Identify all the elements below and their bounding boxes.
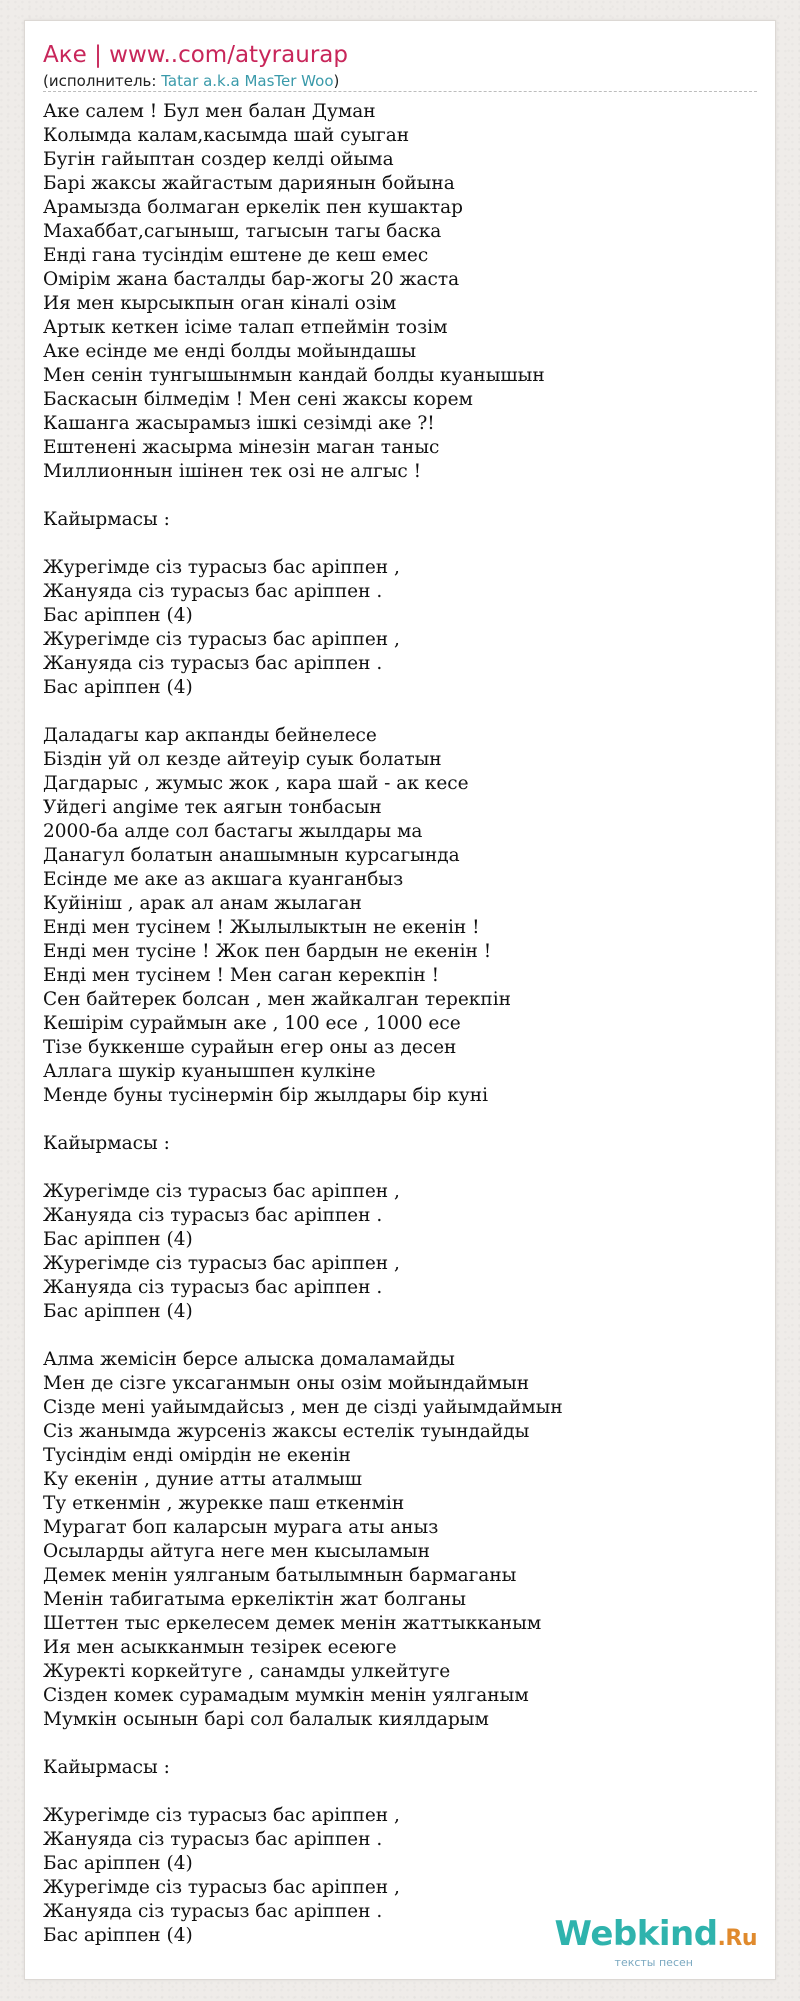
lyrics-line: Шеттен тыс еркелесем демек менін жаттыкканым bbox=[43, 1613, 542, 1634]
lyrics-line: Арамызда болмаган еркелік пен кушактар bbox=[43, 197, 464, 218]
lyrics-blank-line bbox=[43, 1732, 743, 1756]
lyrics-line: Уйдегі angіме тек аягын тонбасын bbox=[43, 797, 382, 818]
lyrics-line: Менін табигатыма еркеліктін жат болганы bbox=[43, 1589, 466, 1610]
lyrics-line: Алма жемісін берсе алыска домаламайды bbox=[43, 1349, 455, 1370]
lyrics-line: Бас аріппен (4) bbox=[43, 605, 193, 626]
lyrics-blank-line bbox=[43, 1324, 743, 1348]
lyrics-line: Бас аріппен (4) bbox=[43, 1925, 193, 1946]
lyrics-line: Енді гана тусіндім ештене де кеш емес bbox=[43, 245, 429, 266]
lyrics-line: Аллага шукір куанышпен кулкіне bbox=[43, 1061, 376, 1082]
lyrics-line: Аке салем ! Бул мен балан Думан bbox=[43, 101, 376, 122]
lyrics-line: Ку екенін , дуние атты аталмыш bbox=[43, 1469, 362, 1490]
lyrics-line: Ия мен асыкканмын тезірек есеюге bbox=[43, 1637, 397, 1658]
lyrics-line: Журегімде сіз турасыз бас аріппен , bbox=[43, 1253, 400, 1274]
lyrics-line: Сіз жанымда журсеніз жаксы естелік туындайды bbox=[43, 1421, 530, 1442]
lyrics-line: Сен байтерек болсан , мен жайкалган терекпін bbox=[43, 989, 511, 1010]
lyrics-line: Мумкін осынын барі сол балалык киялдарым bbox=[43, 1709, 489, 1730]
lyrics-line: Сізден комек сурамадым мумкін менін уялганым bbox=[43, 1685, 529, 1706]
lyrics-line: Дагдарыс , жумыс жок , кара шай - ак кесе bbox=[43, 773, 469, 794]
lyrics-line: Жануяда сіз турасыз бас аріппен . bbox=[43, 1277, 383, 1298]
lyrics-line: Енді мен тусінем ! Жылылыктын не екенін ! bbox=[43, 917, 480, 938]
lyrics-line: Мен де сізге уксаганмын оны озім мойындаймын bbox=[43, 1373, 530, 1394]
lyrics-line: Тусіндім енді омірдін не екенін bbox=[43, 1445, 351, 1466]
lyrics-line: Миллионнын ішінен тек озі не алгыс ! bbox=[43, 461, 422, 482]
lyrics-line: Бас аріппен (4) bbox=[43, 1853, 193, 1874]
lyrics-line: Ештенені жасырма мінезін маган таныс bbox=[43, 437, 440, 458]
lyrics-line: Сізде мені уайымдайсыз , мен де сізді уайымдаймын bbox=[43, 1397, 563, 1418]
lyrics-line: Журегімде сіз турасыз бас аріппен , bbox=[43, 557, 400, 578]
lyrics-line: Омірім жана басталды бар-жогы 20 жаста bbox=[43, 269, 460, 290]
lyrics-line: Ту еткенмін , журекке паш еткенмін bbox=[43, 1493, 405, 1514]
logo-tagline: тексты песен bbox=[614, 1956, 693, 1969]
title-divider bbox=[43, 91, 757, 92]
lyrics-line: Махаббат,сагыныш, тагысын тагы баска bbox=[43, 221, 442, 242]
lyrics-line: Бас аріппен (4) bbox=[43, 1229, 193, 1250]
lyrics-line: Бас аріппен (4) bbox=[43, 677, 193, 698]
lyrics-blank-line bbox=[43, 700, 743, 724]
lyrics-line: Мурагат боп каларсын мурага аты аныз bbox=[43, 1517, 439, 1538]
lyrics-blank-line bbox=[43, 1156, 743, 1180]
lyrics-line: Жануяда сіз турасыз бас аріппен . bbox=[43, 1829, 383, 1850]
lyrics-line: Даладагы кар акпанды бейнелесе bbox=[43, 725, 377, 746]
lyrics-line: Аке есінде ме енді болды мойындашы bbox=[43, 341, 417, 362]
lyrics-line: Журекті коркейтуге , санамды улкейтуге bbox=[43, 1661, 451, 1682]
lyrics-line: Кайырмасы : bbox=[43, 509, 170, 530]
lyrics-line: Мен сенін тунгышынмын кандай болды куанышын bbox=[43, 365, 545, 386]
site-logo[interactable] bbox=[555, 1916, 757, 1969]
lyrics-line: Журегімде сіз турасыз бас аріппен , bbox=[43, 1877, 400, 1898]
artist-prefix: (исполнитель: bbox=[43, 72, 162, 90]
lyrics-line: Біздін уй ол кезде айтеуір суык болатын bbox=[43, 749, 442, 770]
lyrics-line: Баскасын білмедім ! Мен сені жаксы корем bbox=[43, 389, 473, 410]
lyrics-line: Енді мен тусіне ! Жок пен бардын не екенін ! bbox=[43, 941, 492, 962]
lyrics-line: Барі жаксы жайгастым дариянын бойына bbox=[43, 173, 455, 194]
lyrics-line: Енді мен тусінем ! Мен саган керекпін ! bbox=[43, 965, 440, 986]
lyrics-blank-line bbox=[43, 484, 743, 508]
lyrics-line: Бугін гайыптан создер келді ойыма bbox=[43, 149, 394, 170]
lyrics-line: Тізе буккенше сурайын егер оны аз десен bbox=[43, 1037, 457, 1058]
lyrics-line: Кайырмасы : bbox=[43, 1133, 170, 1154]
lyrics-line: Кешірім сураймын аке , 100 есе , 1000 есе bbox=[43, 1013, 461, 1034]
lyrics-line: Журегімде сіз турасыз бас аріппен , bbox=[43, 1181, 400, 1202]
lyrics-line: Колымда калам,касымда шай суыган bbox=[43, 125, 410, 146]
lyrics-line: Менде буны тусінермін бір жылдары бір куні bbox=[43, 1085, 489, 1106]
lyrics-line: Артык кеткен ісіме талап етпеймін тозім bbox=[43, 317, 448, 338]
artist-line bbox=[43, 71, 339, 91]
lyrics-line: Кашанга жасырамыз ішкі сезімді аке ?! bbox=[43, 413, 435, 434]
logo-wordmark bbox=[555, 1916, 757, 1957]
lyrics-line: 2000-ба алде сол бастагы жылдары ма bbox=[43, 821, 423, 842]
lyrics-line: Жануяда сіз турасыз бас аріппен . bbox=[43, 581, 383, 602]
lyrics-blank-line bbox=[43, 1780, 743, 1804]
lyrics-line: Куйініш , арак ал анам жылаган bbox=[43, 893, 362, 914]
lyrics-line: Жануяда сіз турасыз бас аріппен . bbox=[43, 653, 383, 674]
page-title: Аке | www..com/atyraurap bbox=[43, 42, 348, 68]
lyrics-line: Осыларды айтуга неге мен кысыламын bbox=[43, 1541, 430, 1562]
lyrics-line: Данагул болатын анашымнын курсагында bbox=[43, 845, 460, 866]
lyrics-blank-line bbox=[43, 1108, 743, 1132]
logo-name: Webkind bbox=[554, 1914, 718, 1954]
lyrics-line: Жануяда сіз турасыз бас аріппен . bbox=[43, 1901, 383, 1922]
lyrics-line: Демек менін уялганым батылымнын бармаганы bbox=[43, 1565, 517, 1586]
lyrics-line: Ия мен кырсыкпын оган кіналі озім bbox=[43, 293, 397, 314]
lyrics-line: Кайырмасы : bbox=[43, 1757, 170, 1778]
lyrics-text bbox=[43, 100, 743, 1948]
lyrics-line: Журегімде сіз турасыз бас аріппен , bbox=[43, 1805, 400, 1826]
lyrics-line: Жануяда сіз турасыз бас аріппен . bbox=[43, 1205, 383, 1226]
lyrics-card bbox=[24, 20, 776, 1980]
lyrics-line: Бас аріппен (4) bbox=[43, 1301, 193, 1322]
lyrics-blank-line bbox=[43, 532, 743, 556]
artist-link[interactable]: Tatar a.k.a MasTer Woo bbox=[161, 72, 334, 90]
logo-tld: .Ru bbox=[717, 1926, 757, 1951]
lyrics-line: Журегімде сіз турасыз бас аріппен , bbox=[43, 629, 400, 650]
lyrics-line: Есінде ме аке аз акшага куанганбыз bbox=[43, 869, 404, 890]
artist-suffix: ) bbox=[333, 72, 340, 90]
